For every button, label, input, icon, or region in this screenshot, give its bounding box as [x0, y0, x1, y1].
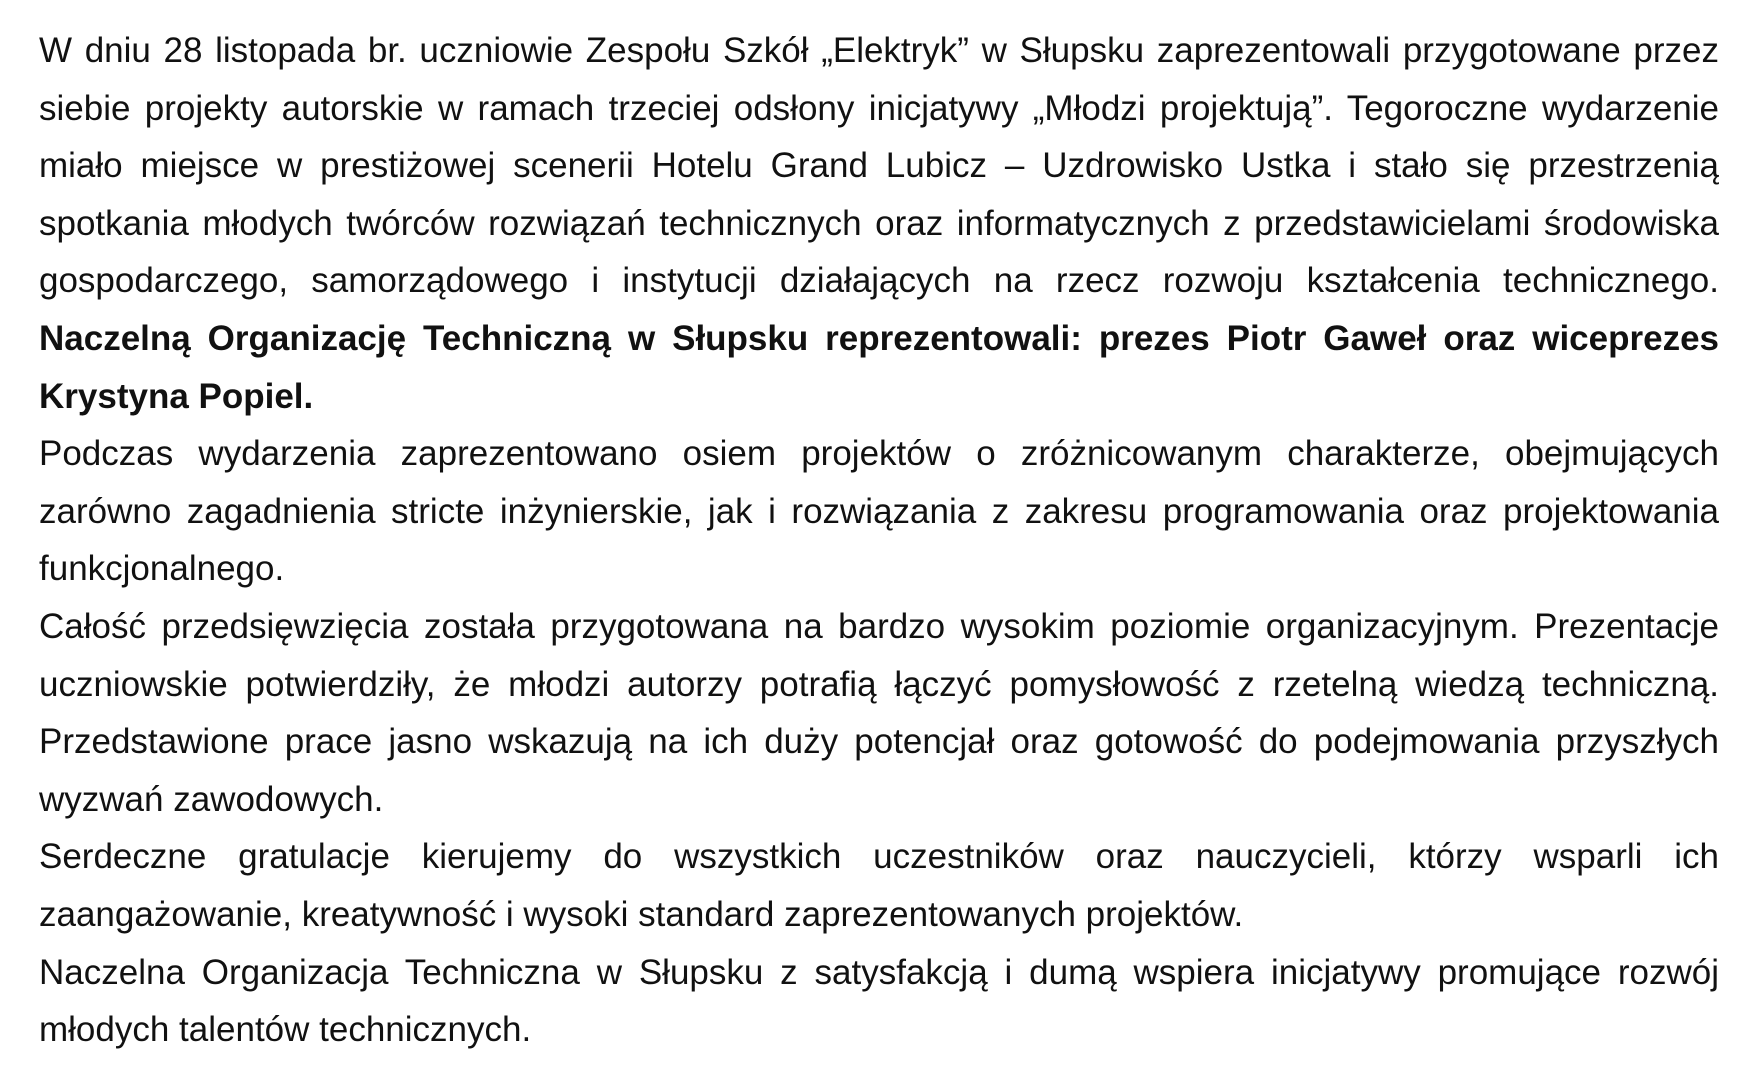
paragraph-event-intro-text: W dniu 28 listopada br. uczniowie Zespołu Szkół „Elektryk” w Słupsku zaprezentowali przygotowane przez siebie projekty autorskie w ramach trzeciej odsłony inicjatywy „Młodzi projektują”. Tegoroczne wydarzenie miało miejsce w prestiżowej scenerii Hotelu Grand Lubicz – Uzdrowisko Ustka i stało się przestrzenią spotkania młodych twórców rozwiązań technicznych oraz informatycznych z przedstawicielami środowiska gospodarczego, samorządowego i instytucji działających na rzecz rozwoju kształcenia technicznego. [39, 31, 1719, 301]
paragraph-event-intro [39, 22, 1719, 425]
paragraph-organization: Całość przedsięwzięcia została przygotowana na bardzo wysokim poziomie organizacyjnym. Prezentacje uczniowskie potwierdziły, że młodzi autorzy potrafią łączyć pomysłowość z rzetelną wiedzą techniczną. Przedstawione prace jasno wskazują na ich duży potencjał oraz gotowość do podejmowania przyszłych wyzwań zawodowych. [39, 606, 1719, 819]
paragraph-support: Naczelna Organizacja Techniczna w Słupsku z satysfakcją i dumą wspiera inicjatywy promujące rozwój młodych talentów technicznych. [39, 952, 1719, 1050]
paragraph-event-intro-bold: Naczelną Organizację Techniczną w Słupsku reprezentowali: prezes Piotr Gaweł oraz wiceprezes Krystyna Popiel. [39, 318, 1719, 416]
document-body [39, 22, 1719, 1059]
paragraph-congratulations: Serdeczne gratulacje kierujemy do wszystkich uczestników oraz nauczycieli, którzy wsparli ich zaangażowanie, kreatywność i wysoki standard zaprezentowanych projektów. [39, 837, 1719, 934]
paragraph-projects: Podczas wydarzenia zaprezentowano osiem projektów o zróżnicowanym charakterze, obejmujących zarówno zagadnienia stricte inżynierskie, jak i rozwiązania z zakresu programowania oraz projektowania funkcjonalnego. [39, 434, 1719, 589]
